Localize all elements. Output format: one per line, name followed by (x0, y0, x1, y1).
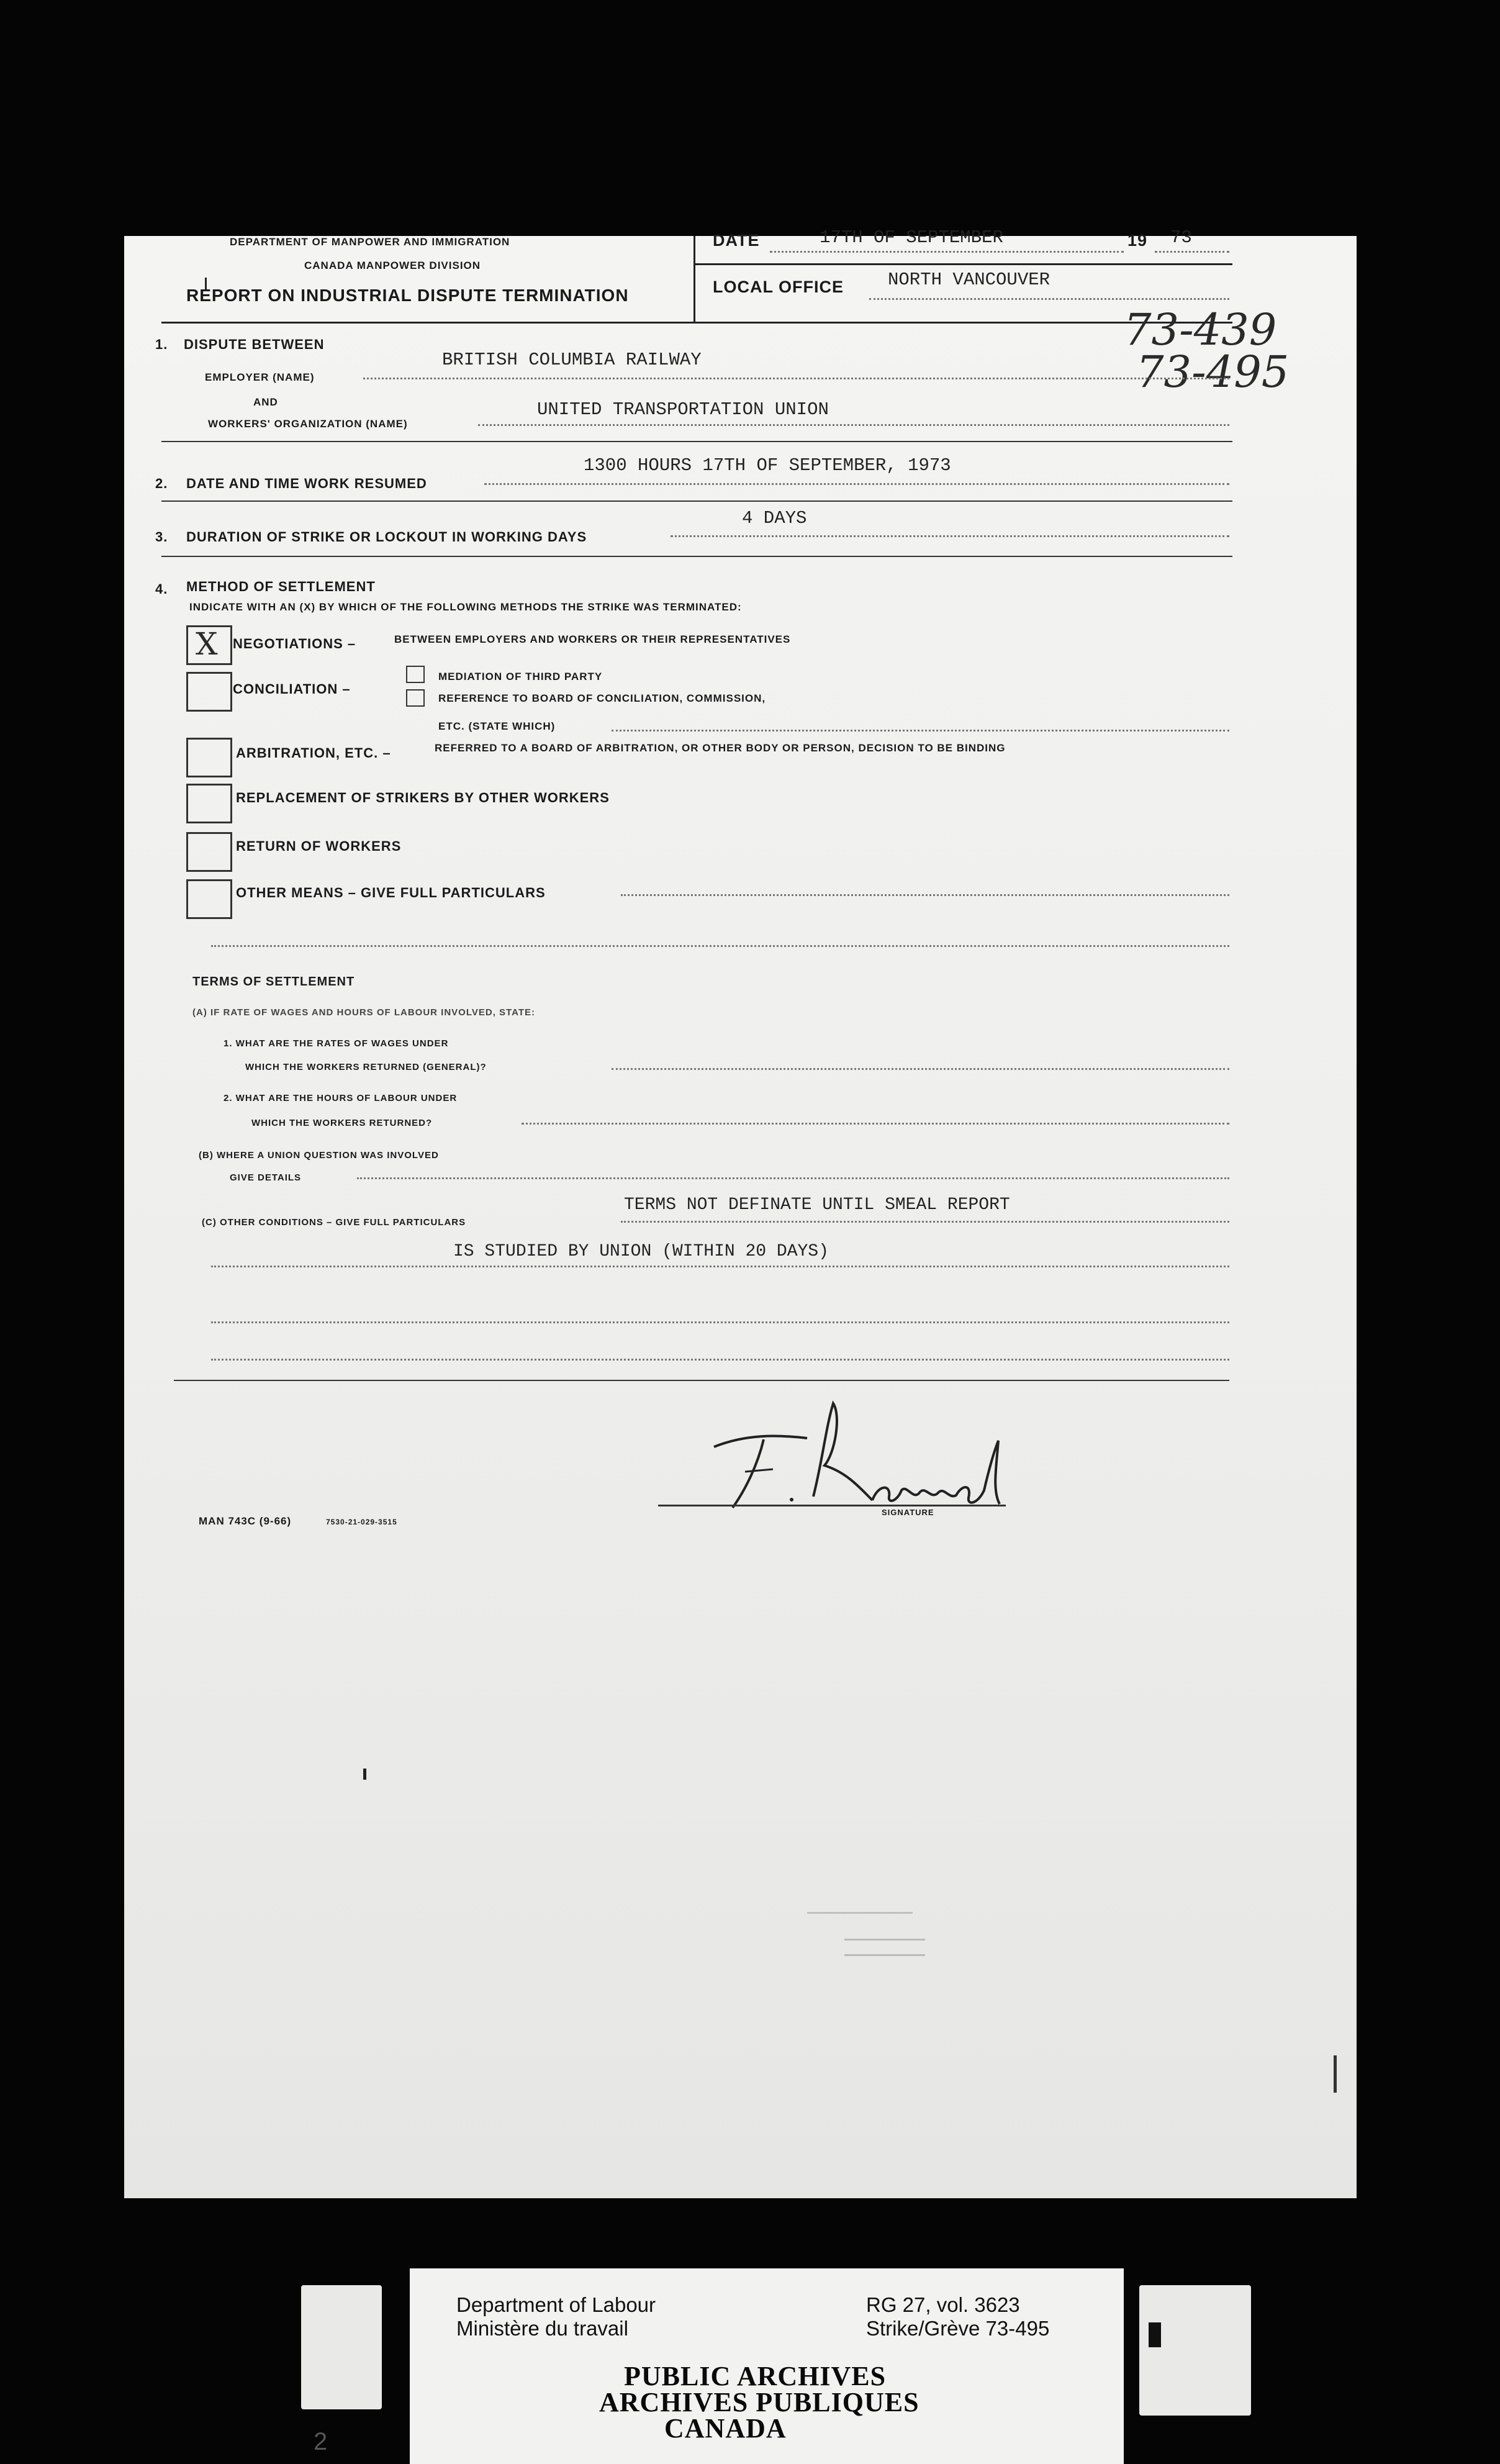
terms-a1-line2: WHICH THE WORKERS RETURNED (GENERAL)? (245, 1062, 487, 1072)
punch-mark (363, 1769, 366, 1780)
date-label: DATE (713, 231, 760, 250)
section3-number: 3. (155, 529, 168, 545)
stock-number: 7530-21-029-3515 (326, 1518, 397, 1526)
terms-b-line2: GIVE DETAILS (230, 1172, 302, 1183)
conciliation-opt1: MEDIATION OF THIRD PARTY (438, 671, 603, 682)
section2-label: DATE AND TIME WORK RESUMED (186, 476, 427, 491)
dept-line2: CANADA MANPOWER DIVISION (304, 260, 481, 271)
conciliation-opt2: REFERENCE TO BOARD OF CONCILIATION, COMMISSION, (438, 692, 766, 704)
card-dept-en: Department of Labour (456, 2293, 656, 2316)
local-office-dots (869, 298, 1229, 300)
terms-c-dots-3 (211, 1321, 1229, 1323)
card-corner-mark: 2 (314, 2428, 328, 2455)
arbitration-desc: REFERRED TO A BOARD OF ARBITRATION, OR OTHER BODY OR PERSON, DECISION TO BE BINDING (435, 742, 1006, 754)
file-number-1: 73-439 (1124, 304, 1277, 355)
replacement-label: REPLACEMENT OF STRIKERS BY OTHER WORKERS (236, 790, 610, 805)
negotiations-label: NEGOTIATIONS – (233, 636, 356, 651)
arbitration-label: ARBITRATION, ETC. – (236, 745, 391, 761)
local-office-value: NORTH VANCOUVER (888, 270, 1050, 290)
section3-label: DURATION OF STRIKE OR LOCKOUT IN WORKING DAYS (186, 529, 587, 545)
and-label: AND (253, 396, 278, 408)
conciliation-label: CONCILIATION – (233, 681, 351, 697)
header-bottom-rule (161, 322, 1232, 324)
terms-a2-line2: WHICH THE WORKERS RETURNED? (251, 1118, 433, 1128)
year-dots (1155, 251, 1229, 253)
terms-c-dots (621, 1221, 1229, 1223)
archive-card (410, 2268, 1124, 2464)
card-tab-left (301, 2285, 382, 2409)
employer-label: EMPLOYER (NAME) (205, 371, 315, 383)
section2-dots (484, 483, 1229, 485)
conciliation-etc: ETC. (STATE WHICH) (438, 720, 556, 732)
section3-rule (161, 556, 1232, 557)
header-divider (694, 236, 695, 322)
replacement-checkbox[interactable] (186, 784, 232, 823)
negotiations-desc: BETWEEN EMPLOYERS AND WORKERS OR THEIR REPRESENTATIVES (394, 633, 791, 645)
employer-dots (363, 378, 1229, 379)
card-strike: Strike/Grève 73-495 (866, 2317, 1050, 2340)
year-prefix: 19 (1127, 231, 1148, 250)
arbitration-checkbox[interactable] (186, 738, 232, 777)
workers-dots (478, 424, 1229, 426)
terms-c-value-line1: TERMS NOT DEFINATE UNTIL SMEAL REPORT (624, 1195, 1010, 1215)
section2-value: 1300 HOURS 17TH OF SEPTEMBER, 1973 (584, 455, 951, 476)
file-number-2: 73-495 (1136, 346, 1290, 397)
received-stamp (776, 1875, 950, 1968)
section4-number: 4. (155, 581, 168, 597)
terms-a2-dots (522, 1123, 1229, 1125)
tab-notch (1149, 2322, 1161, 2347)
card-tab-right (1139, 2285, 1251, 2416)
signature-line (658, 1505, 1006, 1506)
terms-c-label: (C) OTHER CONDITIONS – GIVE FULL PARTICULARS (202, 1217, 466, 1228)
signature-label: SIGNATURE (882, 1508, 934, 1517)
other-means-dots-2 (211, 945, 1229, 947)
card-rg: RG 27, vol. 3623 (866, 2293, 1020, 2316)
terms-c-value-line2: IS STUDIED BY UNION (WITHIN 20 DAYS) (453, 1242, 829, 1261)
section1-number: 1. (155, 337, 168, 352)
card-pa-line3: CANADA (664, 2413, 787, 2444)
form-number: MAN 743C (9-66) (199, 1515, 292, 1527)
terms-a2-line1: 2. WHAT ARE THE HOURS OF LABOUR UNDER (224, 1093, 458, 1103)
terms-bottom-rule (174, 1380, 1229, 1381)
terms-title: TERMS OF SETTLEMENT (192, 975, 355, 989)
section4-instruction: INDICATE WITH AN (X) BY WHICH OF THE FOLLOWING METHODS THE STRIKE WAS TERMINATED: (189, 601, 742, 613)
dept-line1: DEPARTMENT OF MANPOWER AND IMMIGRATION (230, 236, 510, 248)
year-value: 73 (1170, 227, 1192, 248)
return-checkbox[interactable] (186, 832, 232, 872)
section3-dots (671, 535, 1229, 537)
date-value: 17TH OF SEPTEMBER (820, 227, 1003, 248)
terms-b-dots (357, 1177, 1229, 1179)
workers-label: WORKERS' ORGANIZATION (NAME) (208, 418, 408, 430)
card-dept-fr: Ministère du travail (456, 2317, 628, 2340)
edge-mark (1334, 2055, 1337, 2093)
report-title: REPORT ON INDUSTRIAL DISPUTE TERMINATION (186, 286, 629, 305)
board-reference-checkbox[interactable] (406, 689, 425, 707)
other-means-label: OTHER MEANS – GIVE FULL PARTICULARS (236, 885, 546, 900)
date-rule (694, 263, 1232, 265)
negotiations-mark: X (196, 626, 218, 662)
mediation-checkbox[interactable] (406, 666, 425, 683)
terms-c-dots-2 (211, 1266, 1229, 1267)
terms-a1-line1: 1. WHAT ARE THE RATES OF WAGES UNDER (224, 1038, 449, 1049)
terms-a1-dots (612, 1068, 1229, 1070)
terms-a-intro: (A) IF RATE OF WAGES AND HOURS OF LABOUR INVOLVED, STATE: (192, 1007, 535, 1018)
section4-title: METHOD OF SETTLEMENT (186, 579, 376, 594)
card-pa-line2: ARCHIVES PUBLIQUES (599, 2387, 919, 2417)
signature-image (671, 1391, 1043, 1515)
workers-value: UNITED TRANSPORTATION UNION (537, 399, 829, 420)
terms-c-dots-4 (211, 1359, 1229, 1361)
section1-title: DISPUTE BETWEEN (184, 337, 325, 352)
return-label: RETURN OF WORKERS (236, 838, 402, 854)
card-pa-line1: PUBLIC ARCHIVES (624, 2361, 887, 2391)
other-means-checkbox[interactable] (186, 879, 232, 919)
conciliation-checkbox[interactable] (186, 672, 232, 712)
employer-value: BRITISH COLUMBIA RAILWAY (442, 350, 702, 370)
section2-rule (161, 500, 1232, 502)
terms-b-line1: (B) WHERE A UNION QUESTION WAS INVOLVED (199, 1150, 439, 1161)
section2-number: 2. (155, 476, 168, 491)
local-office-label: LOCAL OFFICE (713, 278, 844, 296)
conciliation-dots (612, 730, 1229, 732)
section3-value: 4 DAYS (742, 508, 807, 528)
other-means-dots (621, 894, 1229, 896)
date-dots (770, 251, 1124, 253)
section1-rule (161, 441, 1232, 442)
